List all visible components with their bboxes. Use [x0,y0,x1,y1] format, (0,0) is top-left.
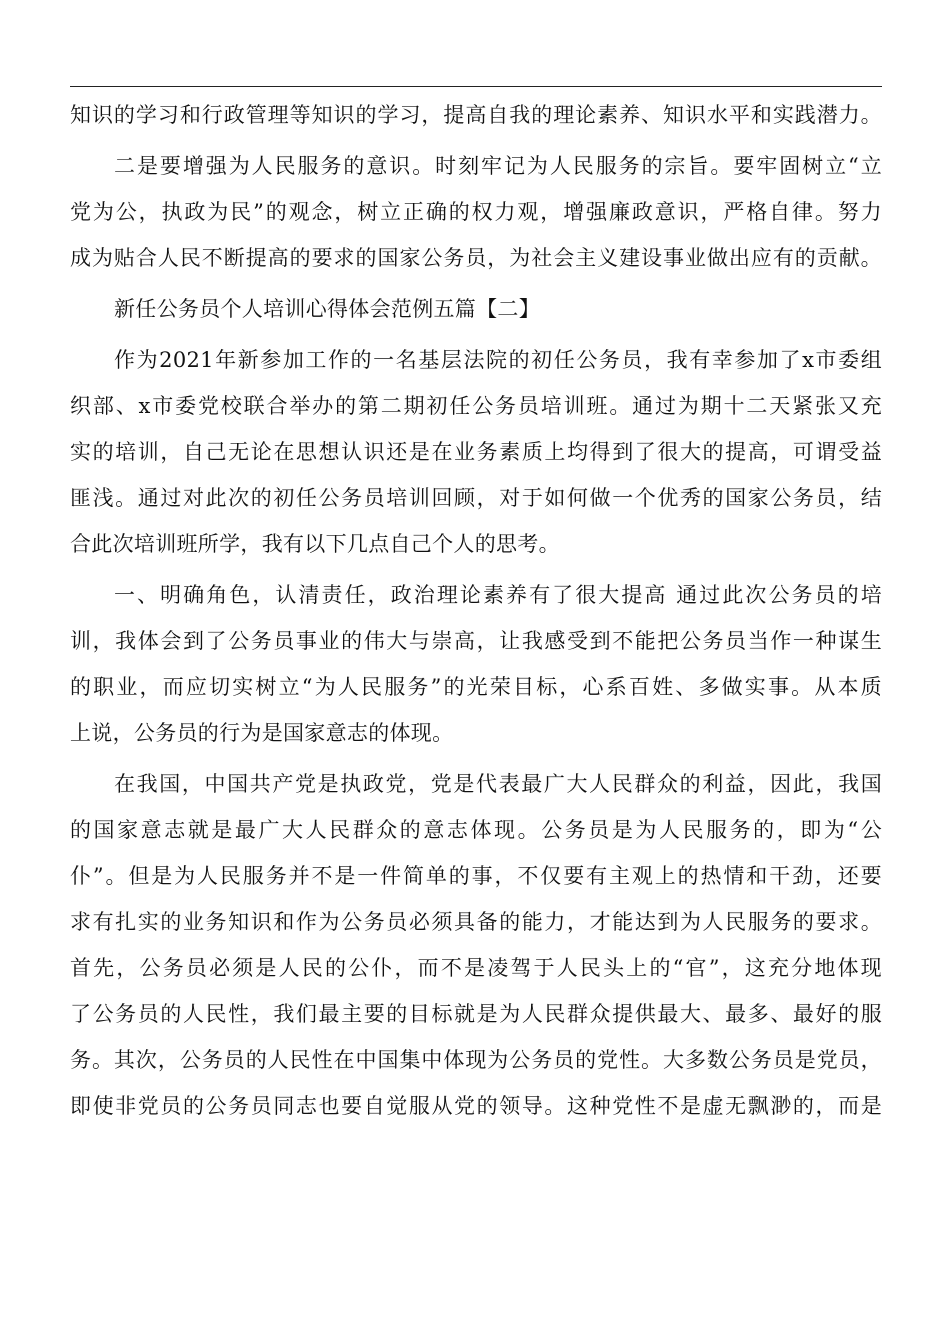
text-line: 仆”。但是为人民服务并不是一件简单的事，不仅要有主观上的热情和干劲，还要 [70,864,882,888]
text-line: 求有扎实的业务知识和作为公务员必须具备的能力，才能达到为人民服务的要求。 [70,910,882,934]
header-rule [70,86,882,87]
text-line: 一、明确角色，认清责任，政治理论素养有了很大提高 通过此次公务员的培 [114,583,882,607]
text-line: 了公务员的人民性，我们最主要的目标就是为人民群众提供最大、最多、最好的服 [70,1002,882,1026]
text-line: 匪浅。通过对此次的初任公务员培训回顾，对于如何做一个优秀的国家公务员，结 [70,486,882,510]
text-line: 首先，公务员必须是人民的公仆，而不是凌驾于人民头上的“官”，这充分地体现 [70,956,882,980]
text-line: 二是要增强为人民服务的意识。时刻牢记为人民服务的宗旨。要牢固树立“立 [114,154,882,178]
text-line: 的职业，而应切实树立“为人民服务”的光荣目标，心系百姓、多做实事。从本质 [70,675,882,699]
text-line: 务。其次，公务员的人民性在中国集中体现为公务员的党性。大多数公务员是党员， [70,1048,882,1072]
text-line: 在我国，中国共产党是执政党，党是代表最广大人民群众的利益，因此，我国 [114,772,882,796]
document-body [70,92,882,1129]
text-line: 合此次培训班所学，我有以下几点自己个人的思考。 [70,532,560,556]
text-line: 的国家意志就是最广大人民群众的意志体现。公务员是为人民服务的，即为“公 [70,818,882,842]
text-line: 实的培训，自己无论在思想认识还是在业务素质上均得到了很大的提高，可谓受益 [70,440,882,464]
text-line: 党为公，执政为民”的观念，树立正确的权力观，增强廉政意识，严格自律。努力 [70,200,882,224]
text-line: 成为贴合人民不断提高的要求的国家公务员，为社会主义建设事业做出应有的贡献。 [70,246,882,270]
text-line: 训，我体会到了公务员事业的伟大与崇高，让我感受到不能把公务员当作一种谋生 [70,629,882,653]
text-line: 作为2021年新参加工作的一名基层法院的初任公务员，我有幸参加了x市委组 [114,348,882,372]
text-line: 知识的学习和行政管理等知识的学习，提高自我的理论素养、知识水平和实践潜力。 [70,103,882,127]
text-line: 织部、x市委党校联合举办的第二期初任公务员培训班。通过为期十二天紧张又充 [70,394,882,418]
text-line: 即使非党员的公务员同志也要自觉服从党的领导。这种党性不是虚无飘渺的，而是 [70,1094,882,1118]
text-line: 上说，公务员的行为是国家意志的体现。 [70,721,454,745]
section-heading: 新任公务员个人培训心得体会范例五篇【二】 [114,297,540,321]
